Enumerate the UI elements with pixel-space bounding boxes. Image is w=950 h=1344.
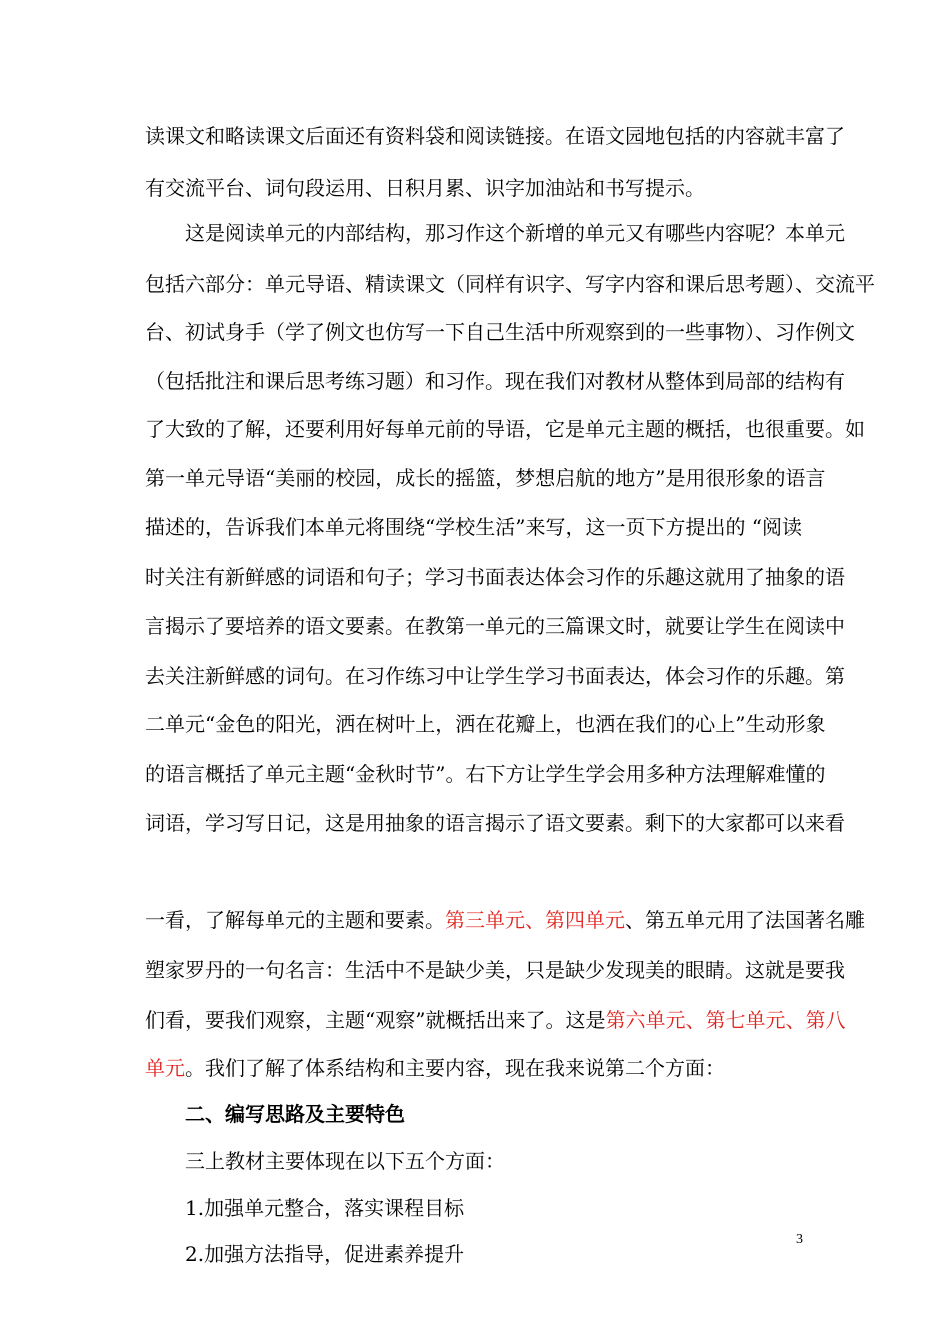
paragraph-line (145, 1054, 725, 1082)
intro-line: 三上教材主要体现在以下五个方面： (185, 1149, 505, 1173)
text-run: 们看，要我们观察，主题“观察”就概括出来了。这是 (145, 1008, 606, 1032)
paragraph-line: 去关注新鲜感的词句。在习作练习中让学生学习书面表达，体会习作的乐趣。第 (145, 664, 845, 688)
paragraph-line: 二单元“金色的阳光，洒在树叶上，洒在花瓣上，也洒在我们的心上”生动形象 (145, 712, 826, 736)
text-run: 。我们了解了体系结构和主要内容，现在我来说第二个方面： (185, 1056, 725, 1080)
list-item: 2.加强方法指导，促进素养提升 (185, 1242, 465, 1266)
text-run: 、第五单元用了法国著名雕 (625, 908, 865, 932)
paragraph-line: 包括六部分：单元导语、精读课文（同样有识字、写字内容和课后思考题）、交流平 (145, 272, 875, 296)
highlighted-text: 第三单元、第四单元 (445, 908, 625, 932)
paragraph-line: （包括批注和课后思考练习题）和习作。现在我们对教材从整体到局部的结构有 (145, 369, 845, 393)
highlighted-text: 单元 (145, 1056, 185, 1080)
paragraph-line: 第一单元导语“美丽的校园，成长的摇篮，梦想启航的地方”是用很形象的语言 (145, 466, 826, 490)
paragraph-line: 描述的，告诉我们本单元将围绕“学校生活”来写，这一页下方提出的 “阅读 (145, 515, 803, 539)
paragraph-line: 的语言概括了单元主题“金秋时节”。右下方让学生学会用多种方法理解难懂的 (145, 762, 826, 786)
text-run: 一看，了解每单元的主题和要素。 (145, 908, 445, 932)
paragraph-line: 有交流平台、词句段运用、日积月累、识字加油站和书写提示。 (145, 176, 705, 200)
paragraph-line: 言揭示了要培养的语文要素。在教第一单元的三篇课文时，就要让学生在阅读中 (145, 614, 845, 638)
paragraph-line: 词语，学习写日记，这是用抽象的语言揭示了语文要素。剩下的大家都可以来看 (145, 811, 845, 835)
paragraph-line: 塑家罗丹的一句名言：生活中不是缺少美，只是缺少发现美的眼睛。这就是要我 (145, 958, 845, 982)
paragraph-line: 时关注有新鲜感的词语和句子；学习书面表达体会习作的乐趣这就用了抽象的语 (145, 565, 845, 589)
paragraph-line: 读课文和略读课文后面还有资料袋和阅读链接。在语文园地包括的内容就丰富了 (145, 124, 845, 148)
highlighted-text: 第六单元、第七单元、第八 (605, 1008, 846, 1032)
section-heading: 二、编写思路及主要特色 (185, 1102, 405, 1126)
paragraph-line (145, 906, 865, 934)
paragraph-line (145, 1006, 845, 1034)
paragraph-line: 了大致的了解，还要利用好每单元前的导语，它是单元主题的概括，也很重要。如 (145, 417, 865, 441)
page-number: 3 (796, 1232, 803, 1247)
paragraph-line: 台、初试身手（学了例文也仿写一下自己生活中所观察到的一些事物）、习作例文 (145, 320, 855, 344)
paragraph-line: 这是阅读单元的内部结构，那习作这个新增的单元又有哪些内容呢？本单元 (185, 221, 845, 245)
list-item: 1.加强单元整合，落实课程目标 (185, 1196, 465, 1220)
